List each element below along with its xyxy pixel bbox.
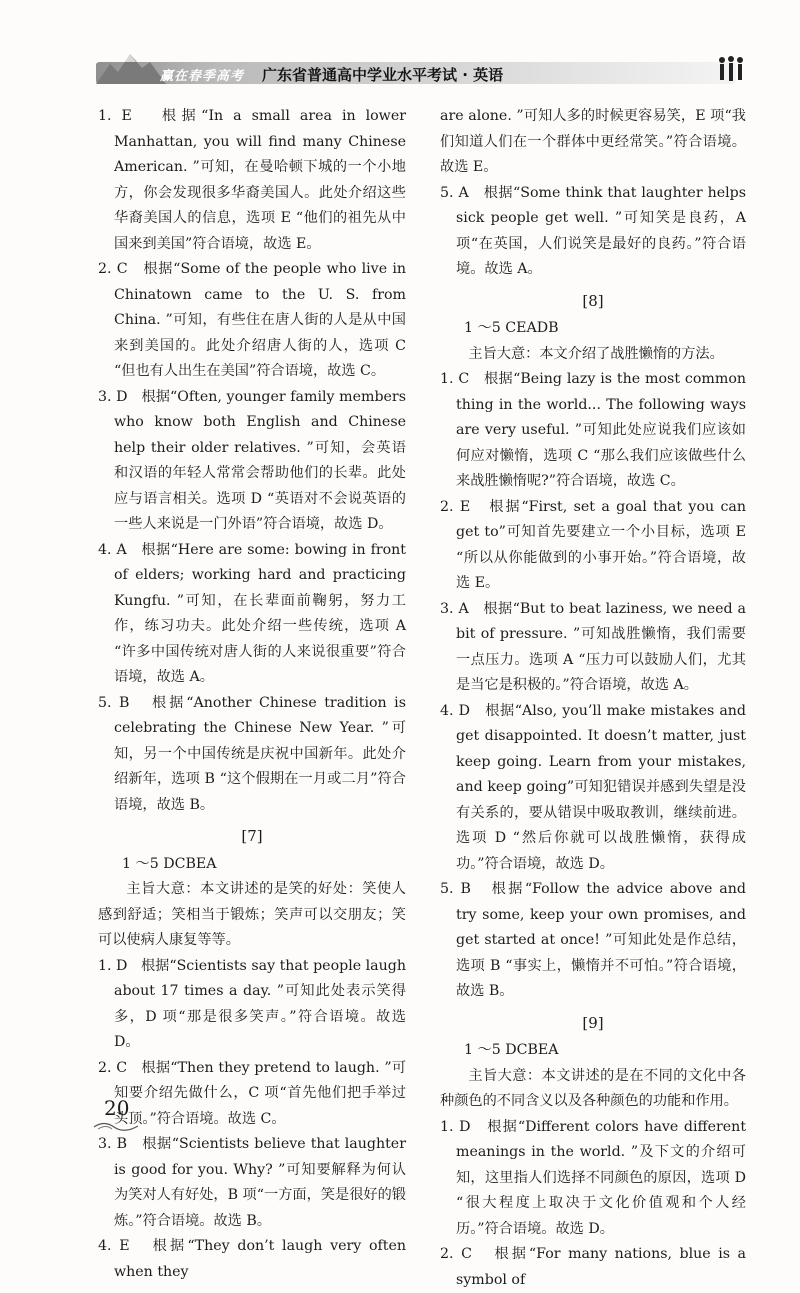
- item-number: 5. A: [440, 184, 469, 201]
- item-text: 根据“Follow the advice above and try some, keep your own promises, and get started at once! ”可知此处是作总结，选项 B “事实上，懒惰并不可怕。”符合语境，故选 B。: [456, 881, 746, 999]
- item-number: 3. A: [440, 600, 469, 617]
- section-title: [7]: [241, 827, 263, 845]
- left-column: [98, 104, 406, 1285]
- item-number: 3. B: [98, 1136, 128, 1152]
- item-text: 根据“Different colors have different meanings in the world. ”及下文的介绍可知，这里指人们选择不同颜色的原因，选项 D “很大程度上取决于文化价值观和个人经历。”符合语境。故选 D。: [456, 1118, 747, 1237]
- page-header: [0, 0, 800, 100]
- answer-item: [98, 538, 406, 691]
- section-answers: 1 ～5 CEADB: [464, 320, 559, 336]
- answer-item: [440, 181, 746, 283]
- answer-item: [440, 877, 746, 1005]
- ornament-icon: [92, 1120, 142, 1134]
- item-number: 1. D: [98, 957, 128, 974]
- item-text: 根据“Another Chinese tradition is celebrating the Chinese New Year. ”可知，另一个中国传统是庆祝中国新年。此处介绍新年，选项 B “这个假期在一月或二月”符合语境，故选 B。: [114, 694, 407, 813]
- item-number: 2. E: [440, 498, 471, 515]
- page-number: 20: [104, 1096, 130, 1120]
- item-number: 5. B: [440, 881, 471, 897]
- answer-item: [98, 104, 406, 257]
- item-text: 根据“Also, you’ll make mistakes and get disappointed. It doesn’t matter, just keep going. Learn from your mistakes, and keep going”可知犯错误并感到失望是没有关系的，要从错误中吸取教训，继续前进。选项 D “然后你就可以战胜懒惰，获得成功。”符合语境，故选 D。: [456, 702, 747, 872]
- answer-item: [98, 954, 406, 1056]
- section-title: [9]: [582, 1013, 604, 1032]
- continued-text: are alone. ”可知人多的时候更容易笑，E 项“我们知道人们在一个群体中更经常笑。”符合语境。故选 E。: [440, 108, 746, 175]
- section-answers: 1 ～5 DCBEA: [122, 855, 217, 872]
- item-number: 4. E: [98, 1238, 130, 1254]
- item-number: 4. D: [440, 702, 470, 719]
- section-answers: 1 ～5 DCBEA: [464, 1042, 559, 1058]
- header-brand: 赢在春季高考: [160, 69, 245, 84]
- header-title: 广东省普通高中学业水平考试 · 英语: [262, 66, 504, 84]
- section-summary: 主旨大意：本文讲述的是笑的好处：笑使人感到舒适；笑相当于锻炼；笑声可以交朋友；笑可以使病人康复等等。: [98, 881, 406, 948]
- item-text: 根据“For many nations, blue is a symbol of: [456, 1246, 747, 1288]
- answer-item: [440, 597, 746, 699]
- item-text: 根据“In a small area in lower Manhattan, you will find many Chinese American. ”可知，在曼哈顿下城的一个小地方，你会发现很多华裔美国人。此处介绍这些华裔美国人的信息，选项 E “他们的祖先从中国来到美国”符合语境，故选 E。: [114, 108, 407, 252]
- item-text: 根据“Some think that laughter helps sick people get well. ”可知笑是良药，A 项“在英国，人们说笑是最好的良药。”符合语境。故选 A。: [456, 184, 747, 277]
- item-number: 1. C: [440, 371, 470, 387]
- right-column: [440, 104, 746, 1293]
- answer-item: [440, 367, 746, 495]
- item-text: 根据“Scientists believe that laughter is good for you. Why? ”可知要解释为何认为笑对人有好处，B 项“一方面，笑是很好的锻炼。”符合语境。故选 B。: [114, 1136, 406, 1229]
- item-text: 根据“Then they pretend to laugh. ”可知要介绍先做什么，C 项“首先他们把手举过头顶。”符合语境。故选 C。: [114, 1059, 407, 1127]
- item-number: 1. E: [98, 108, 132, 124]
- section-summary: 主旨大意：本文介绍了战胜懒惰的方法。: [468, 345, 724, 362]
- people-icon: [716, 55, 746, 85]
- item-text: 根据“Often, younger family members who know both English and Chinese help their older relatives. ”可知，会英语和汉语的年轻人常常会帮助他们的长辈。此处应与语言相关。选项 D “英语对不会说英语的一些人来说是一门外语”符合语境，故选 D。: [114, 388, 406, 532]
- section-title: [8]: [582, 291, 604, 310]
- mountain-logo-icon: [96, 46, 166, 86]
- item-number: 3. D: [98, 388, 128, 405]
- item-number: 5. B: [98, 694, 130, 711]
- answer-item: [98, 1234, 406, 1285]
- answer-item: [98, 1132, 406, 1234]
- item-number: 2. C: [98, 261, 128, 277]
- item-number: 2. C: [98, 1059, 128, 1076]
- item-number: 2. C: [440, 1246, 472, 1262]
- section-summary: 主旨大意：本文讲述的是在不同的文化中各种颜色的不同含义以及各种颜色的功能和作用。: [440, 1067, 746, 1109]
- item-text: 根据“First, set a goal that you can get to”可知首先要建立一个小目标，选项 E “所以从你能做到的小事开始。”符合语境，故选 E。: [456, 498, 747, 591]
- item-text: 根据“Here are some: bowing in front of elders; working hard and practicing Kungfu. ”可知，在长辈面前鞠躬，努力工作，练习功夫。此处介绍一些传统，选项 A “许多中国传统对唐人街的人来说很重要”符合语境，故选 A。: [114, 541, 406, 685]
- item-number: 1. D: [440, 1118, 471, 1135]
- item-text: 根据“Scientists say that people laugh about 17 times a day. ”可知此处表示笑得多，D 项“那是很多笑声。”符合语境。故选 D。: [114, 957, 406, 1050]
- answer-item: [440, 495, 746, 597]
- answer-item: [440, 699, 746, 878]
- item-text: 根据“Some of the people who live in Chinatown came to the U. S. from China. ”可知，有些住在唐人街的人是从中国来到美国的。此处介绍唐人街的人，选项 C “但也有人出生在美国”符合语境，故选 C。: [114, 261, 407, 379]
- answer-item: [98, 691, 406, 819]
- answer-item: [98, 257, 406, 385]
- item-text: 根据“Being lazy is the most common thing in the world... The following ways are very useful. ”可知此处应说我们应该如何应对懒惰，选项 C “那么我们应该做些什么来战胜懒惰呢?”符合语境，故选 C。: [456, 371, 747, 489]
- answer-item: [440, 1115, 746, 1243]
- answer-item: [98, 1056, 406, 1133]
- item-text: 根据“But to beat laziness, we need a bit of pressure. ”可知战胜懒惰，我们需要一点压力。选项 A “压力可以鼓励人们，尤其是当它是积极的。”符合语境，故选 A。: [456, 600, 746, 693]
- item-number: 4. A: [98, 541, 127, 558]
- answer-item: [98, 385, 406, 538]
- answer-item: [440, 1242, 746, 1293]
- item-text: 根据“They don’t laugh very often when they: [114, 1238, 406, 1280]
